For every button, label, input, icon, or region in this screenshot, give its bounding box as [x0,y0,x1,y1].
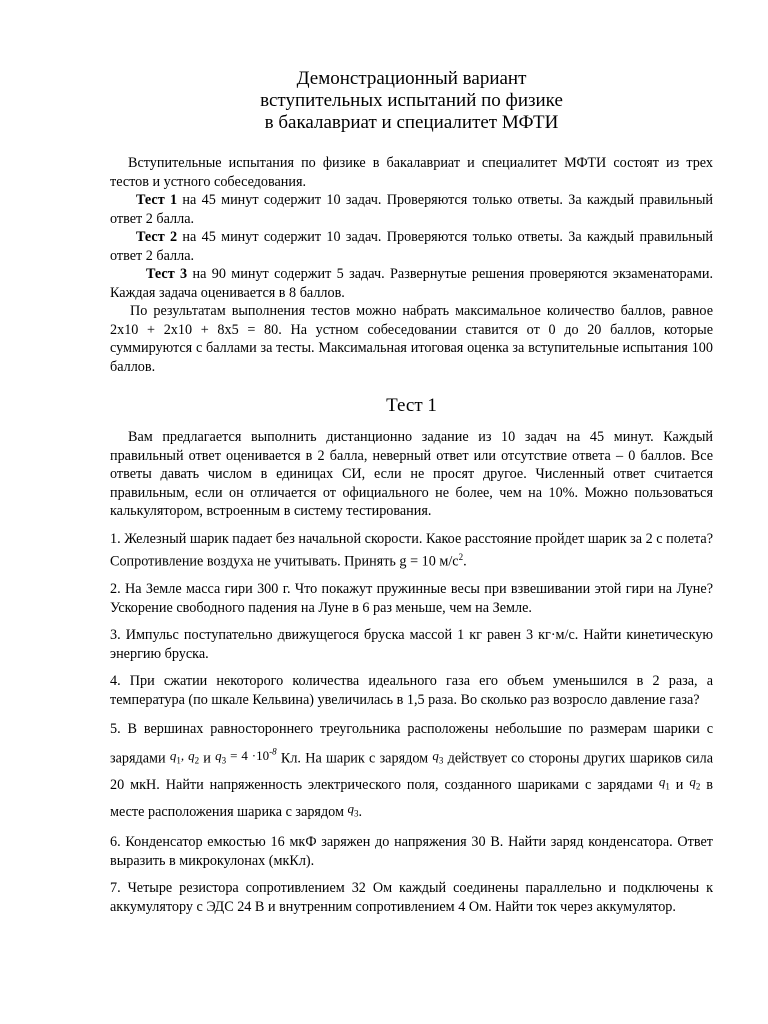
task-1-text: 1. Железный шарик падает без начальной скорости. Какое расстояние пройдет шарик за 2 с полета? Сопротивление воздуха не учитывать. Принять g = 10 м/с [110,530,713,570]
test3-description [110,265,713,302]
test1-description [110,191,713,228]
q-symbol: q [689,774,696,790]
test1-text: на 45 минут содержит 10 задач. Проверяются только ответы. За каждый правильный ответ 2 балла. [110,192,713,227]
task-5-text-c: действует со стороны других шариков сила 20 мкН. Найти напряженность электрического поля, созданного шариками с зарядами [110,750,713,794]
subscript-1: 1 [665,781,670,792]
task-1 [110,530,713,572]
q-symbol: q [215,747,222,763]
exponent: -8 [269,746,277,757]
test2-description [110,228,713,265]
document-page [110,68,713,925]
scoring-paragraph: По результатам выполнения тестов можно набрать максимальное количество баллов, равное 2х10 + 2х10 + 8х5 = 80. На устном собеседовании ставится от 0 до 20 баллов, которые суммируются с баллами за тесты. Максимальная итоговая оценка за вступительные испытания 100 баллов. [110,303,713,375]
formula-q3-final [347,800,359,819]
document-title [110,68,713,134]
task-3: 3. Импульс поступательно движущегося бруска массой 1 кг равен 3 кг·м/с. Найти кинетическую энергию бруска. [110,627,713,662]
q-symbol: q [347,800,355,816]
test2-label: Тест 2 [136,229,178,245]
formula-q3 [432,747,444,766]
task-5 [110,718,713,824]
formula-q1-q2 [169,747,200,766]
q-symbol: q [658,774,666,790]
task-4: 4. При сжатии некоторого количества идеального газа его объем уменьшился в 2 раза, а температура (по шкале Кельвина) увеличилась в 1,5 раза. Во сколько раз возросло давление газа? [110,673,713,708]
intro-paragraph: Вступительные испытания по физике в бакалавриат и специалитет МФТИ состоят из трех тестов и устного собеседования. [110,155,713,190]
task-7: 7. Четыре резистора сопротивлением 32 Ом каждый соединены параллельно и подключены к аккумулятору с ЭДС 24 В и внутренним сопротивлением 4 Ом. Найти ток через аккумулятор. [110,880,713,915]
task-2: 2. На Земле масса гири 300 г. Что покажут пружинные весы при взвешивании этой гири на Луне? Ускорение свободного падения на Луне в 6 раз меньше, чем на Земле. [110,581,713,616]
test2-text: на 45 минут содержит 10 задач. Проверяются только ответы. За каждый правильный ответ 2 балла. [110,229,713,264]
test3-text: на 90 минут содержит 5 задач. Развернутые решения проверяются экзаменаторами. Каждая задача оценивается в 8 баллов. [110,266,713,301]
task-5-text-d: в месте расположения шарика с зарядом [110,777,713,820]
test1-label: Тест 1 [136,192,178,208]
subscript-3: 3 [221,755,227,766]
task-6: 6. Конденсатор емкостью 16 мкФ заряжен до напряжения 30 В. Найти заряд конденсатора. Ответ выразить в микрокулонах (мкКл). [110,834,713,869]
task-5-text-a: 5. В вершинах равностороннего треугольника расположены небольшие по размерам шарики с зарядами [110,721,713,767]
task-5-and: и [199,750,216,767]
subscript-3: 3 [438,755,444,766]
q-symbol: q [432,747,439,763]
test3-label: Тест 3 [146,266,188,282]
q-symbol: q [188,747,195,763]
task-5-text-b: Кл. На шарик с зарядом [276,750,433,767]
subscript-1: 1 [176,755,181,766]
title-line-2: вступительных испытаний по физике [260,90,563,111]
q-symbol: q [169,747,177,763]
intro-section [110,154,713,376]
task-1-superscript: 2 [458,552,464,562]
subscript-3: 3 [354,808,359,819]
subscript-2: 2 [194,755,200,766]
task-1-end: . [463,553,467,570]
formula-q3-value [215,746,277,766]
formula-q2 [689,774,701,792]
task-5-and-2: и [669,777,690,794]
test-instructions: Вам предлагается выполнить дистанционно задание из 10 задач на 45 минут. Каждый правильный ответ оценивается в 2 балла, неверный ответ или отсутствие ответа – 0 баллов. Все ответы давать числом в единицах СИ, если не просят другое. Численный ответ считается правильным, если он отличается от официального не более, чем на 10%. Можно пользоваться калькулятором, встроенным в систему тестирования. [110,429,713,519]
q3-equals: = 4 ·10 [226,747,270,763]
section-title: Тест 1 [386,395,437,416]
formula-q1 [658,774,670,792]
subscript-2: 2 [695,781,701,792]
title-line-3: в бакалавриат и специалитет МФТИ [264,112,559,133]
task-5-end: . [358,803,363,820]
title-line-1: Демонстрационный вариант [296,68,527,89]
comma: , [180,747,189,763]
